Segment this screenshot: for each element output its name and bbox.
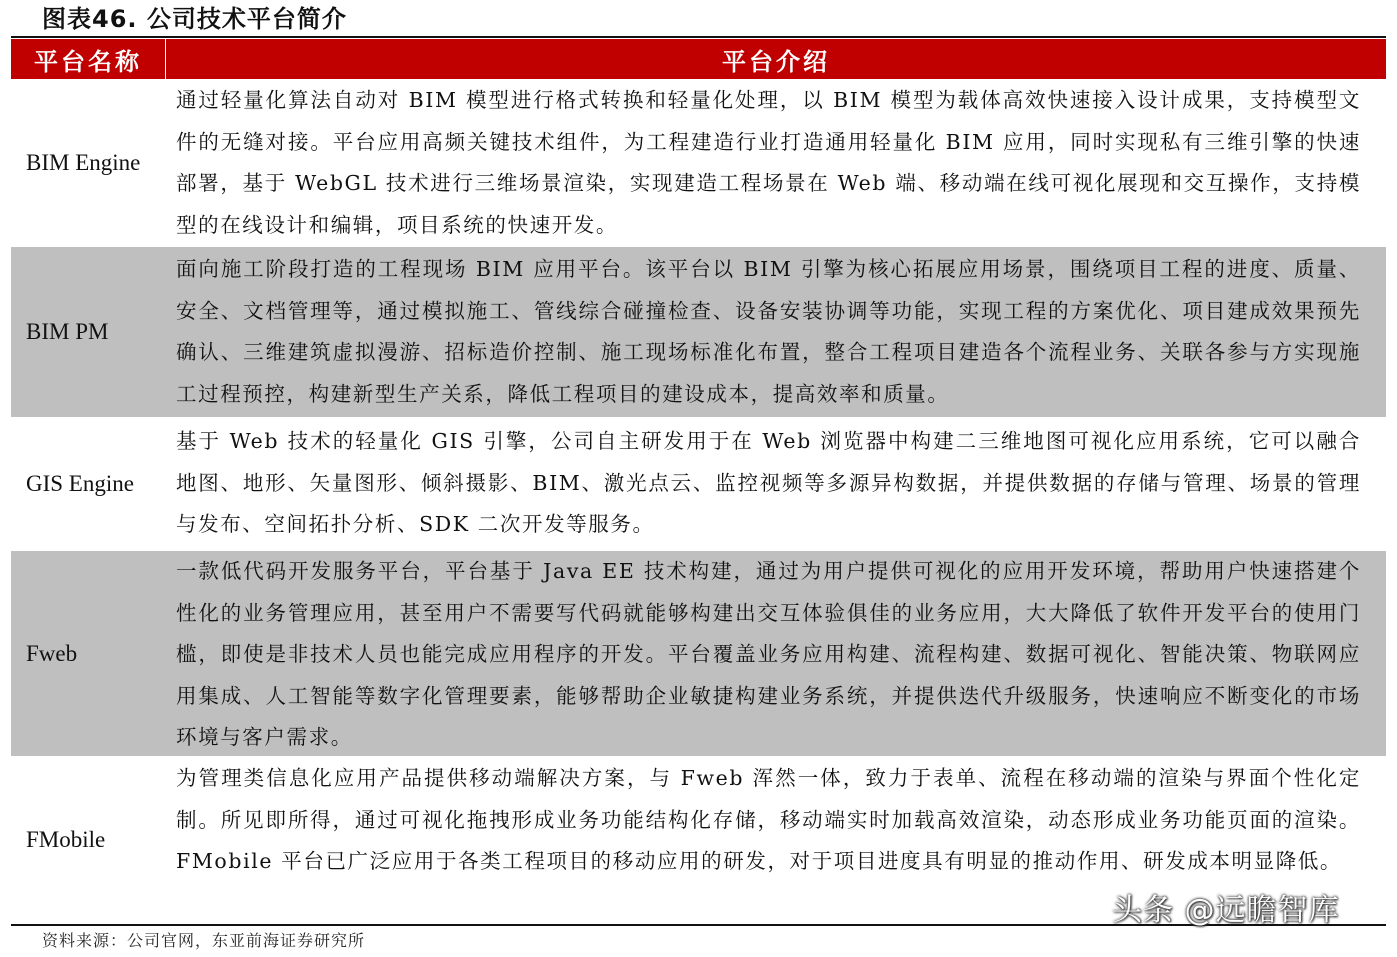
table-row	[11, 79, 1386, 247]
row-platform-description: 通过轻量化算法自动对 BIM 模型进行格式转换和轻量化处理，以 BIM 模型为载体高效快速接入设计成果，支持模型文件的无缝对接。平台应用高频关键技术组件，为工程建造行业打造通用轻量化 BIM 应用，同时实现私有三维引擎的快速部署，基于 WebGL 技术进行三维场景渲染，实现建造工程场景在 Web 端、移动端在线可视化展现和交互操作，支持模型的在线设计和编辑，项目系统的快速开发。	[176, 88, 1361, 237]
row-platform-name: BIM PM	[26, 319, 109, 344]
source-note: 资料来源：公司官网，东亚前海证券研究所	[42, 931, 366, 950]
row-platform-description: 一款低代码开发服务平台，平台基于 Java EE 技术构建，通过为用户提供可视化的应用开发环境，帮助用户快速搭建个性化的业务管理应用，甚至用户不需要写代码就能够构建出交互体验俱佳的业务应用，大大降低了软件开发平台的使用门槛，即使是非技术人员也能完成应用程序的开发。平台覆盖业务应用构建、流程构建、数据可视化、智能决策、物联网应用集成、人工智能等数字化管理要素，能够帮助企业敏捷构建业务系统，并提供迭代升级服务，快速响应不断变化的市场环境与客户需求。	[176, 559, 1361, 749]
row-platform-name: Fweb	[26, 640, 78, 666]
title-rule	[11, 36, 1386, 38]
table-header	[11, 39, 1386, 79]
row-platform-description: 基于 Web 技术的轻量化 GIS 引擎，公司自主研发用于在 Web 浏览器中构建二三维地图可视化应用系统，它可以融合地图、地形、矢量图形、倾斜摄影、BIM、激光点云、监控视频等多源异构数据，并提供数据的存储与管理、场景的管理与发布、空间拓扑分析、SDK 二次开发等服务。	[176, 429, 1361, 536]
figure-title: 图表46. 公司技术平台简介	[42, 5, 347, 33]
row-platform-name: BIM Engine	[26, 150, 141, 175]
platform-table	[11, 39, 1386, 924]
table-row	[11, 551, 1386, 756]
header-platform-description: 平台介绍	[722, 47, 830, 76]
row-platform-name: FMobile	[26, 827, 106, 852]
row-platform-name: GIS Engine	[26, 471, 134, 496]
header-platform-name: 平台名称	[11, 39, 166, 79]
row-platform-description: 为管理类信息化应用产品提供移动端解决方案，与 Fweb 浑然一体，致力于表单、流程在移动端的渲染与界面个性化定制。所见即所得，通过可视化拖拽形成业务功能结构化存储，移动端实时加载高效渲染，动态形成业务功能页面的渲染。FMobile 平台已广泛应用于各类工程项目的移动应用的研发，对于项目进度具有明显的推动作用、研发成本明显降低。	[176, 766, 1361, 873]
table-row	[11, 417, 1386, 551]
watermark: 头条 @远瞻智库	[1112, 893, 1340, 928]
table-row	[11, 247, 1386, 417]
row-platform-description: 面向施工阶段打造的工程现场 BIM 应用平台。该平台以 BIM 引擎为核心拓展应用场景，围绕项目工程的进度、质量、安全、文档管理等，通过模拟施工、管线综合碰撞检查、设备安装协调等功能，实现工程的方案优化、项目建成效果预先确认、三维建筑虚拟漫游、招标造价控制、施工现场标准化布置，整合工程项目建造各个流程业务、关联各参与方实现施工过程预控，构建新型生产关系，降低工程项目的建设成本，提高效率和质量。	[176, 257, 1361, 406]
